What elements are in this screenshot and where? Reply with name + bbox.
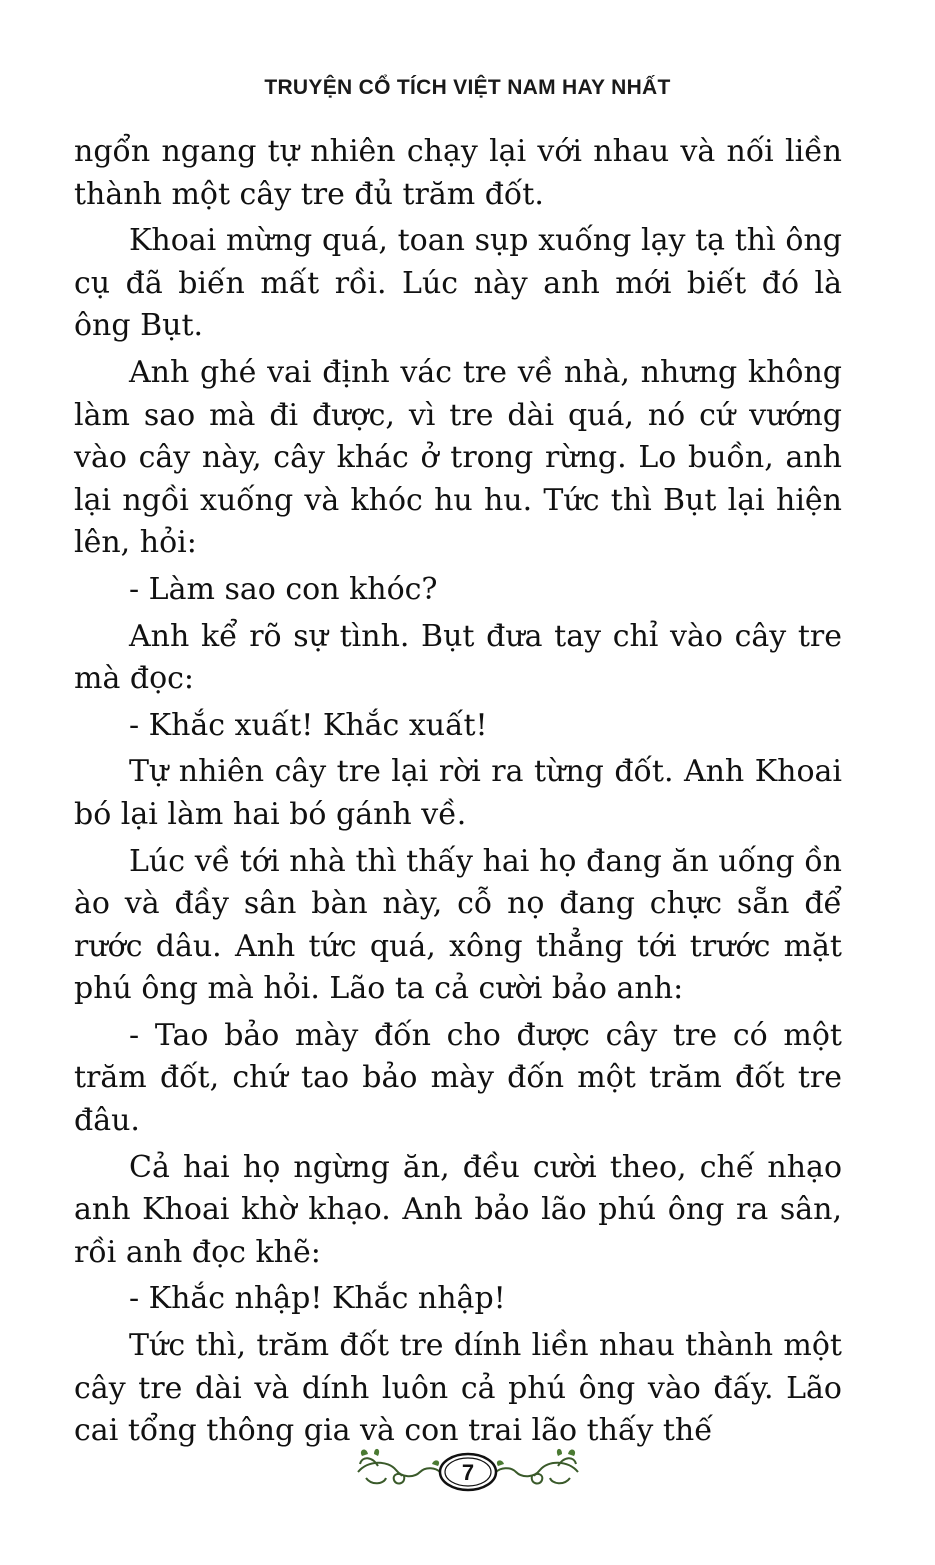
paragraph: Khoai mừng quá, toan sụp xuống lạy tạ thì ông cụ đã biến mất rồi. Lúc này anh mới biết đó là ông Bụt. xyxy=(74,223,842,344)
dialogue-line: - Khắc xuất! Khắc xuất! xyxy=(129,707,488,743)
floral-scroll-icon xyxy=(348,1442,588,1502)
dialogue-line: - Tao bảo mày đốn cho được cây tre có một trăm đốt, chứ tao bảo mày đốn một trăm đốt tre đâu. xyxy=(74,1017,842,1139)
paragraph: Tức thì, trăm đốt tre dính liền nhau thành một cây tre dài và dính luôn cả phú ông vào đấy. Lão cai tổng thông gia và con trai lão thấy thế xyxy=(74,1328,842,1449)
body-text xyxy=(74,131,842,1457)
dialogue-line: - Làm sao con khóc? xyxy=(129,571,438,607)
page-number: 7 xyxy=(461,1460,474,1485)
page-footer xyxy=(0,1442,935,1512)
paragraph: Anh kể rõ sự tình. Bụt đưa tay chỉ vào cây tre mà đọc: xyxy=(74,618,842,697)
running-header: TRUYỆN CỔ TÍCH VIỆT NAM HAY NHẤT xyxy=(264,76,671,99)
dialogue-line: - Khắc nhập! Khắc nhập! xyxy=(129,1281,506,1317)
paragraph: Cả hai họ ngừng ăn, đều cười theo, chế nhạo anh Khoai khờ khạo. Anh bảo lão phú ông ra sân, rồi anh đọc khẽ: xyxy=(74,1149,842,1270)
paragraph: Anh ghé vai định vác tre về nhà, nhưng không làm sao mà đi được, vì tre dài quá, nó cứ vướng vào cây này, cây khác ở trong rừng. Lo buồn, anh lại ngồi xuống và khóc hu hu. Tức thì Bụt lại hiện lên, hỏi: xyxy=(74,354,842,561)
paragraph: Lúc về tới nhà thì thấy hai họ đang ăn uống ồn ào và đầy sân bàn này, cỗ nọ đang chực sẵn để rước dâu. Anh tức quá, xông thẳng tới trước mặt phú ông mà hỏi. Lão ta cả cười bảo anh: xyxy=(74,843,842,1007)
paragraph: Tự nhiên cây tre lại rời ra từng đốt. Anh Khoai bó lại làm hai bó gánh về. xyxy=(74,754,842,832)
paragraph: ngổn ngang tự nhiên chạy lại với nhau và nối liền thành một cây tre đủ trăm đốt. xyxy=(74,134,842,212)
